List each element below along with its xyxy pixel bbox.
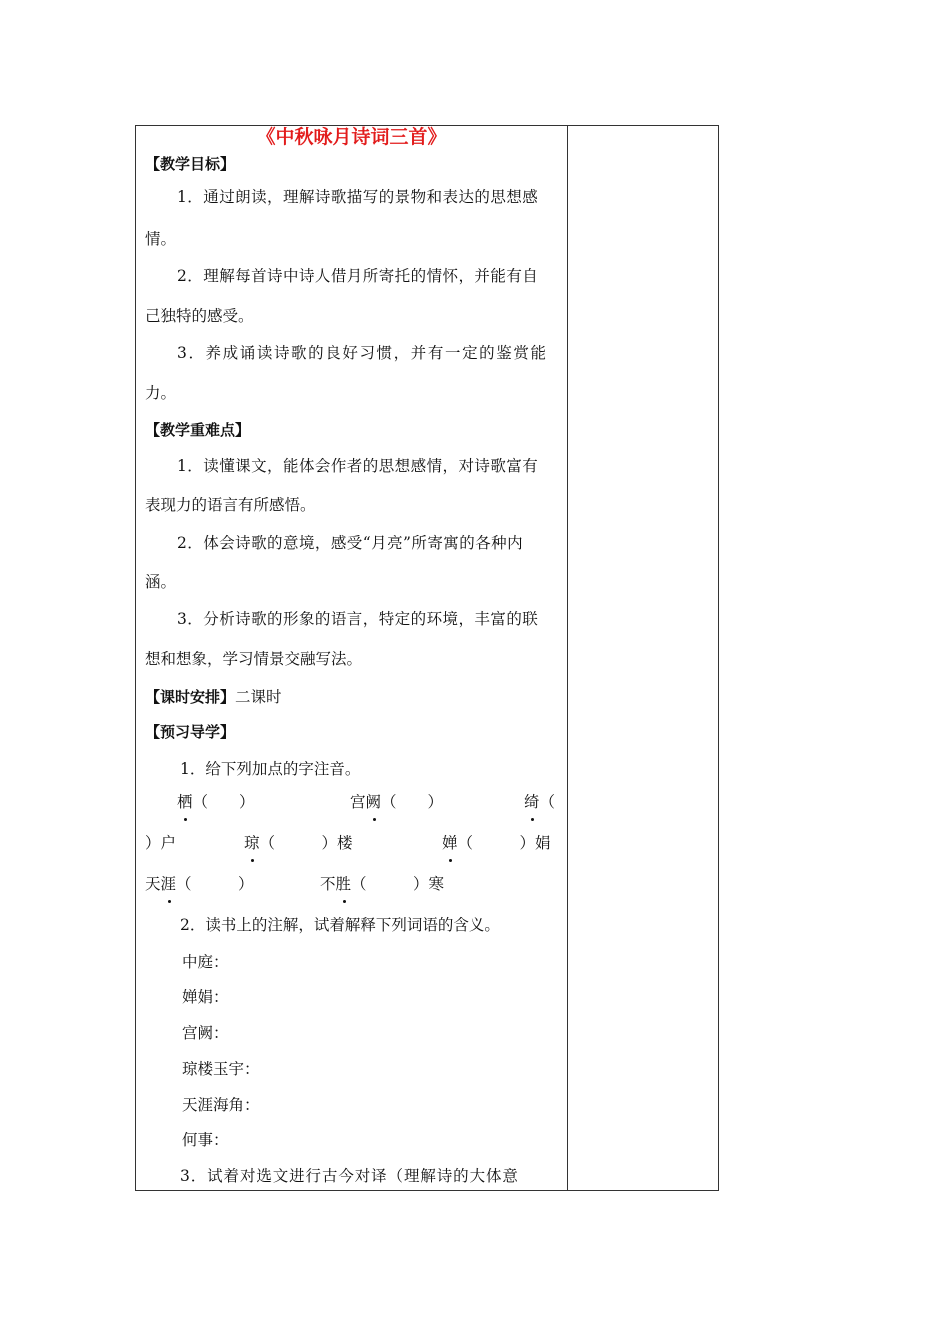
goal-2-line-1: 2．理解每首诗中诗人借月所寄托的情怀，并能有自 bbox=[177, 267, 539, 285]
key-point-2-line-2: 涵。 bbox=[145, 573, 177, 591]
key-point-3-line-1: 3．分析诗歌的形象的语言，特定的环境，丰富的联 bbox=[177, 610, 539, 628]
pinyin-item-tianya: 天涯（ ） bbox=[145, 875, 254, 893]
schedule-line bbox=[145, 690, 282, 706]
preview-question-2: 2．读书上的注解，试着解释下列词语的含义。 bbox=[180, 916, 500, 934]
pinyin-item-qi: 栖（ ） bbox=[177, 793, 255, 811]
goal-3-line-1: 3．养成诵读诗歌的良好习惯，并有一定的鉴赏能 bbox=[177, 344, 548, 362]
pinyin-item-gongque: 宫阙（ ） bbox=[350, 793, 444, 811]
column-divider bbox=[567, 125, 568, 1191]
term-tianyahaijiao: 天涯海角： bbox=[182, 1096, 260, 1114]
emphasis-dot bbox=[373, 818, 376, 821]
schedule-heading: 【课时安排】 bbox=[145, 688, 236, 706]
term-qionglouyuyu: 琼楼玉宇： bbox=[182, 1060, 260, 1078]
term-chanjuan: 婵娟： bbox=[182, 988, 229, 1006]
emphasis-dot bbox=[343, 900, 346, 903]
pinyin-item-qi-2: 绮（ bbox=[524, 793, 556, 811]
emphasis-dot bbox=[251, 859, 254, 862]
emphasis-dot bbox=[168, 900, 171, 903]
goal-1-line-2: 情。 bbox=[145, 230, 177, 248]
pinyin-item-chanjuan: 婵（ ）娟 bbox=[442, 834, 551, 852]
key-point-1-line-2: 表现力的语言有所感悟。 bbox=[145, 496, 316, 514]
term-gongque: 宫阙： bbox=[182, 1024, 229, 1042]
pinyin-item-qionglou: 琼（ ）楼 bbox=[244, 834, 353, 852]
schedule-value: 二课时 bbox=[235, 688, 282, 706]
term-heshi: 何事： bbox=[182, 1131, 229, 1149]
key-points-heading: 【教学重难点】 bbox=[145, 421, 251, 439]
term-zhongting: 中庭： bbox=[182, 953, 229, 971]
key-point-3-line-2: 想和想象，学习情景交融写法。 bbox=[145, 650, 363, 668]
preview-heading: 【预习导学】 bbox=[145, 723, 236, 741]
goal-1-line-1: 1．通过朗读，理解诗歌描写的景物和表达的思想感 bbox=[177, 188, 539, 206]
key-point-1-line-1: 1．读懂课文，能体会作者的思想感情，对诗歌富有 bbox=[177, 457, 539, 475]
emphasis-dot bbox=[531, 818, 534, 821]
goal-2-line-2: 己独特的感受。 bbox=[145, 307, 254, 325]
key-point-2-line-1: 2．体会诗歌的意境，感受“月亮”所寄寓的各种内 bbox=[177, 534, 524, 552]
goal-3-line-2: 力。 bbox=[145, 384, 177, 402]
goals-heading: 【教学目标】 bbox=[145, 155, 236, 173]
emphasis-dot bbox=[184, 818, 187, 821]
pinyin-item-busheng: 不胜（ ）寒 bbox=[320, 875, 445, 893]
preview-question-3: 3．试着对选文进行古今对译（理解诗的大体意 bbox=[180, 1167, 519, 1185]
pinyin-item-hu: ）户 bbox=[145, 834, 177, 852]
preview-question-1: 1．给下列加点的字注音。 bbox=[180, 760, 361, 778]
emphasis-dot bbox=[449, 859, 452, 862]
document-title: 《中秋咏月诗词三首》 bbox=[256, 126, 447, 148]
